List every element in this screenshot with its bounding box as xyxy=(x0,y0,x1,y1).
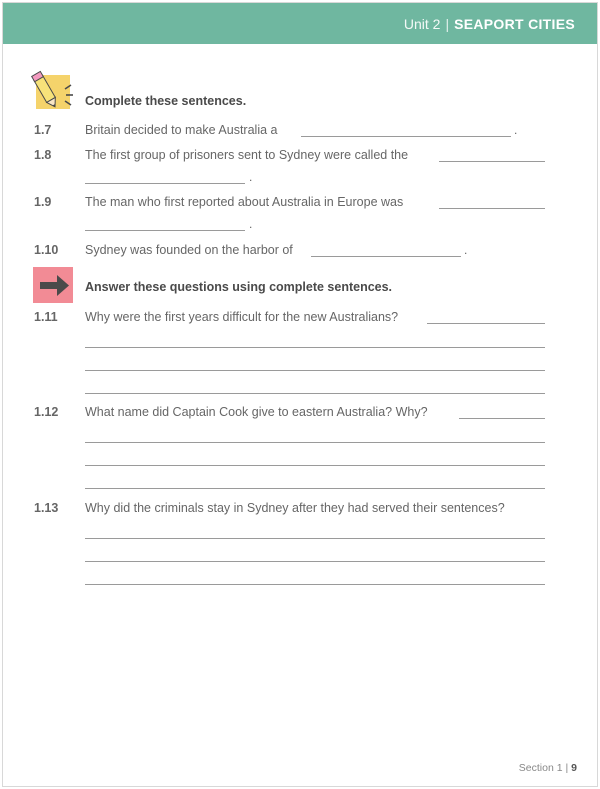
question-text: Why were the first years difficult for the new Australians? xyxy=(85,310,399,324)
answer-line[interactable] xyxy=(85,584,545,585)
question-number: 1.12 xyxy=(34,405,59,419)
footer-section: Section 1 xyxy=(518,762,563,774)
answer-line[interactable] xyxy=(85,442,545,443)
answer-line[interactable] xyxy=(85,488,545,489)
question-number: 1.11 xyxy=(34,310,58,324)
period: . xyxy=(514,123,518,137)
answer-line[interactable] xyxy=(311,256,461,257)
question-text: The man who first reported about Australia in Europe was xyxy=(85,195,404,209)
period: . xyxy=(464,243,468,257)
period: . xyxy=(249,170,253,184)
answer-line[interactable] xyxy=(85,370,545,371)
answer-line[interactable] xyxy=(427,323,545,324)
answer-line[interactable] xyxy=(301,136,511,137)
unit-header xyxy=(3,3,597,44)
answer-line[interactable] xyxy=(439,161,545,162)
question-number: 1.10 xyxy=(34,243,59,257)
answer-line[interactable] xyxy=(85,465,545,466)
section-heading-answer: Answer these questions using complete sentences. xyxy=(85,280,393,294)
answer-line[interactable] xyxy=(85,561,545,562)
question-text: The first group of prisoners sent to Sydney were called the xyxy=(85,148,409,162)
answer-line[interactable] xyxy=(85,183,245,184)
question-text: Britain decided to make Australia a xyxy=(85,123,278,137)
header-separator: | xyxy=(445,15,450,32)
answer-line[interactable] xyxy=(439,208,545,209)
question-number: 1.13 xyxy=(34,501,59,515)
question-number: 1.8 xyxy=(34,148,52,162)
answer-line[interactable] xyxy=(85,538,545,539)
footer-separator: | xyxy=(565,762,569,774)
arrow-right-icon xyxy=(33,267,73,303)
question-number: 1.9 xyxy=(34,195,52,209)
section-heading-complete: Complete these sentences. xyxy=(85,94,247,108)
question-text: What name did Captain Cook give to eastern Australia? Why? xyxy=(85,405,428,419)
answer-line[interactable] xyxy=(85,230,245,231)
answer-line[interactable] xyxy=(459,418,545,419)
answer-line[interactable] xyxy=(85,347,545,348)
answer-line[interactable] xyxy=(85,393,545,394)
question-number: 1.7 xyxy=(34,123,52,137)
page-number: 9 xyxy=(571,762,577,774)
question-text: Why did the criminals stay in Sydney after they had served their sentences? xyxy=(85,501,505,515)
question-text: Sydney was founded on the harbor of xyxy=(85,243,293,257)
period: . xyxy=(249,217,253,231)
page-footer xyxy=(519,762,577,774)
unit-topic: SEAPORT CITIES xyxy=(454,15,575,32)
worksheet-page xyxy=(2,2,598,787)
pencil-icon xyxy=(31,69,77,115)
unit-label: Unit 2 xyxy=(403,15,441,32)
